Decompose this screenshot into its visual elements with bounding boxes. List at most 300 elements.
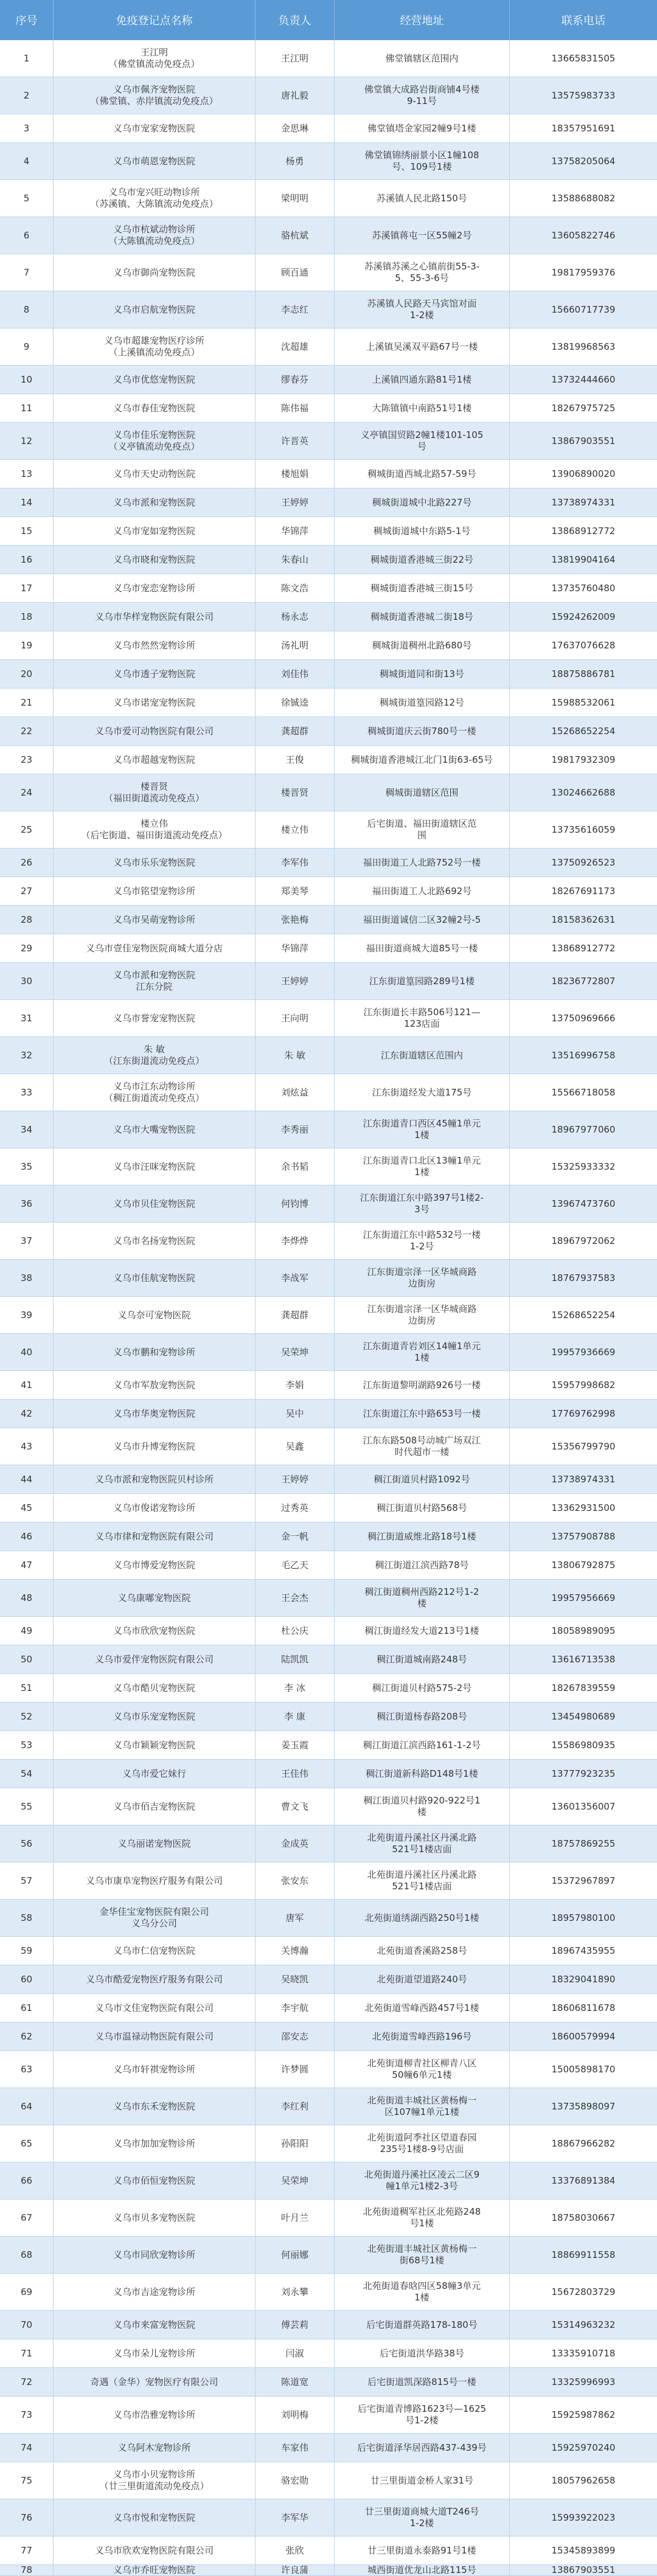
cell-person: 王婷婷 bbox=[255, 1465, 335, 1493]
table-row bbox=[0, 2536, 657, 2565]
cell-phone: 18758030667 bbox=[551, 2212, 616, 2223]
table-row bbox=[0, 1551, 657, 1580]
cell-index: 11 bbox=[0, 394, 54, 422]
cell-address: 江东街道宗泽一区华城商路 边街房 bbox=[335, 1297, 510, 1333]
cell-address: 廿三里街道商城大道T246号 1-2楼 bbox=[335, 2499, 510, 2536]
cell-name: 义乌市军敖宠物医院 bbox=[54, 1371, 255, 1399]
cell-index: 62 bbox=[0, 2022, 54, 2050]
cell-address: 大陈镇镇中南路51号1楼 bbox=[335, 394, 510, 422]
cell-index: 7 bbox=[0, 254, 54, 291]
cell-name: 义乌市派和宠物医院贝村诊所 bbox=[54, 1465, 255, 1493]
cell-address: 北苑街道丰城社区黄杨梅一 街68号1楼 bbox=[335, 2237, 510, 2273]
table-row bbox=[0, 460, 657, 488]
cell-index: 23 bbox=[0, 746, 54, 774]
table-row bbox=[0, 849, 657, 877]
cell-name: 义乌市升博宠物医院 bbox=[54, 1428, 255, 1465]
table-row bbox=[0, 1494, 657, 1522]
cell-person: 楼立伟 bbox=[255, 811, 335, 848]
cell-name: 义乌市佰恒宠物医院 bbox=[54, 2162, 255, 2199]
cell-name: 义乌市宠兴旺动物诊所 （苏溪镇、大陈镇流动免疫点） bbox=[54, 180, 255, 217]
cell-phone: 15314963232 bbox=[551, 2319, 616, 2330]
cell-phone: 18236772807 bbox=[551, 975, 616, 987]
cell-phone: 15005898170 bbox=[551, 2063, 616, 2075]
cell-index: 34 bbox=[0, 1111, 54, 1148]
cell-index: 49 bbox=[0, 1617, 54, 1645]
table-row bbox=[0, 717, 657, 746]
table-row bbox=[0, 143, 657, 180]
table-row bbox=[0, 2088, 657, 2125]
cell-person: 陈伟福 bbox=[255, 394, 335, 422]
cell-person: 刘永攀 bbox=[255, 2274, 335, 2310]
cell-person: 楼晋贤 bbox=[255, 774, 335, 811]
cell-address: 稠江街道贝村路920-922号1 楼 bbox=[335, 1788, 510, 1825]
cell-name: 义乌市贝多宠物医院 bbox=[54, 2199, 255, 2236]
cell-address: 稠江街道贝村路568号 bbox=[335, 1494, 510, 1522]
cell-phone: 19817959376 bbox=[551, 266, 616, 278]
cell-address: 北苑街道阿季社区望道春园 235号1楼8-9号店面 bbox=[335, 2125, 510, 2162]
cell-index: 12 bbox=[0, 423, 54, 459]
table-row bbox=[0, 1825, 657, 1863]
cell-index: 75 bbox=[0, 2462, 54, 2499]
cell-person: 许梦圆 bbox=[255, 2051, 335, 2088]
cell-name: 义乌奈可宠物医院 bbox=[54, 1297, 255, 1333]
cell-person: 吴鑫 bbox=[255, 1428, 335, 1465]
table-row bbox=[0, 1522, 657, 1551]
cell-person: 李红利 bbox=[255, 2088, 335, 2125]
table-row bbox=[0, 2368, 657, 2397]
cell-person: 金成英 bbox=[255, 1825, 335, 1862]
cell-person: 许良蒲 bbox=[255, 2565, 335, 2575]
table-row bbox=[0, 1465, 657, 1494]
cell-address: 北苑街道望道路240号 bbox=[335, 1965, 510, 1993]
table-row bbox=[0, 114, 657, 143]
cell-person: 李娟 bbox=[255, 1371, 335, 1399]
cell-index: 16 bbox=[0, 546, 54, 574]
cell-address: 后宅街道青博路1623号—1625 号1-2楼 bbox=[335, 2397, 510, 2433]
table-row bbox=[0, 1580, 657, 1617]
cell-index: 67 bbox=[0, 2199, 54, 2236]
cell-person: 龚超群 bbox=[255, 717, 335, 745]
cell-person: 叶月兰 bbox=[255, 2199, 335, 2236]
table-row bbox=[0, 1674, 657, 1703]
cell-address: 稠江街道经发大道213号1楼 bbox=[335, 1617, 510, 1645]
cell-address: 福田街道工人北路752号一楼 bbox=[335, 849, 510, 877]
table-row bbox=[0, 689, 657, 717]
cell-index: 27 bbox=[0, 877, 54, 905]
cell-index: 29 bbox=[0, 934, 54, 962]
cell-phone: 13868912772 bbox=[551, 942, 616, 954]
cell-index: 53 bbox=[0, 1731, 54, 1759]
cell-person: 吴荣坤 bbox=[255, 2162, 335, 2199]
cell-person: 沈超雄 bbox=[255, 328, 335, 365]
cell-person: 闫淑 bbox=[255, 2339, 335, 2367]
cell-name: 义乌丽诺宠物医院 bbox=[54, 1825, 255, 1862]
table-row bbox=[0, 1111, 657, 1148]
cell-name: 义乌市律和宠物医院有限公司 bbox=[54, 1522, 255, 1550]
cell-phone: 15268652254 bbox=[551, 725, 616, 737]
cell-index: 2 bbox=[0, 77, 54, 114]
cell-name: 义乌市悦和宠物医院 bbox=[54, 2499, 255, 2536]
cell-address: 后宅街道泽华居西路437-439号 bbox=[335, 2434, 510, 2462]
cell-person: 唐礼毅 bbox=[255, 77, 335, 114]
table-row bbox=[0, 631, 657, 660]
table-row bbox=[0, 1863, 657, 1900]
cell-index: 13 bbox=[0, 460, 54, 488]
table-row bbox=[0, 1037, 657, 1074]
cell-name: 义乌市吉途宠物诊所 bbox=[54, 2274, 255, 2310]
cell-address: 稠江街道江滨西路78号 bbox=[335, 1551, 510, 1579]
cell-phone: 13868912772 bbox=[551, 525, 616, 536]
cell-phone: 15345893899 bbox=[551, 2544, 616, 2556]
cell-name: 义乌市汪咪宠物医院 bbox=[54, 1148, 255, 1185]
cell-address: 佛堂镇辖区范围内 bbox=[335, 40, 510, 77]
cell-person: 傅芸莉 bbox=[255, 2311, 335, 2339]
cell-name: 义乌市爱它妹行 bbox=[54, 1760, 255, 1788]
cell-person: 李宇航 bbox=[255, 1994, 335, 2022]
cell-person: 刘明梅 bbox=[255, 2397, 335, 2433]
cell-person: 华锦萍 bbox=[255, 517, 335, 545]
cell-person: 李 康 bbox=[255, 1703, 335, 1731]
cell-person: 汤礼明 bbox=[255, 631, 335, 659]
cell-phone: 13906890020 bbox=[551, 468, 616, 479]
table-row bbox=[0, 746, 657, 774]
cell-person: 李烨烨 bbox=[255, 1223, 335, 1259]
table-header bbox=[0, 0, 657, 40]
cell-name: 义乌市华样宠物医院有限公司 bbox=[54, 603, 255, 631]
cell-address: 北苑街道香溪路258号 bbox=[335, 1937, 510, 1965]
cell-name: 义乌市名扬宠物医院 bbox=[54, 1223, 255, 1259]
cell-phone: 15356799790 bbox=[551, 1440, 616, 1452]
table-row bbox=[0, 2397, 657, 2434]
cell-phone: 18757869255 bbox=[551, 1838, 616, 1849]
cell-phone: 13575983733 bbox=[551, 89, 616, 101]
cell-name: 金华佳宝宠物医院有限公司 义乌分公司 bbox=[54, 1900, 255, 1936]
cell-index: 18 bbox=[0, 603, 54, 631]
cell-name: 义乌市华奥宠物医院 bbox=[54, 1400, 255, 1428]
cell-address: 稠城街道城中北路227号 bbox=[335, 488, 510, 516]
cell-person: 陆凯凯 bbox=[255, 1645, 335, 1673]
cell-phone: 13750926523 bbox=[551, 856, 616, 868]
cell-address: 义亭镇国贸路2幢1楼101-105 号 bbox=[335, 423, 510, 459]
cell-address: 稠城街道同和街13号 bbox=[335, 660, 510, 688]
cell-index: 25 bbox=[0, 811, 54, 848]
cell-phone: 13335910718 bbox=[551, 2347, 616, 2359]
cell-index: 47 bbox=[0, 1551, 54, 1579]
cell-phone: 13588688082 bbox=[551, 192, 616, 204]
table-row bbox=[0, 1965, 657, 1994]
cell-index: 14 bbox=[0, 488, 54, 516]
cell-address: 江东街道江东中路397号1楼2- 3号 bbox=[335, 1186, 510, 1222]
cell-phone: 18967972062 bbox=[551, 1235, 616, 1246]
table-row bbox=[0, 1223, 657, 1260]
cell-name: 义乌市杭斌动物诊所 （大陈镇流动免疫点） bbox=[54, 217, 255, 254]
cell-phone: 13376891384 bbox=[551, 2175, 616, 2186]
cell-address: 江东街道篁园路289号1楼 bbox=[335, 963, 510, 999]
cell-person: 过秀英 bbox=[255, 1494, 335, 1522]
table-row bbox=[0, 963, 657, 1000]
cell-person: 曹文飞 bbox=[255, 1788, 335, 1825]
cell-name: 义乌市派和宠物医院 bbox=[54, 488, 255, 516]
cell-index: 40 bbox=[0, 1334, 54, 1370]
cell-phone: 19817932309 bbox=[551, 754, 616, 765]
cell-name: 义乌市乐宠宠物医院 bbox=[54, 1703, 255, 1731]
cell-phone: 15993922023 bbox=[551, 2512, 616, 2523]
cell-name: 义乌市酷贝宠物医院 bbox=[54, 1674, 255, 1702]
cell-address: 稠城街道香港城二街18号 bbox=[335, 603, 510, 631]
cell-address: 稠城街道香港城江北门1街63-65号 bbox=[335, 746, 510, 774]
cell-name: 义乌市御尚宠物医院 bbox=[54, 254, 255, 291]
table-row bbox=[0, 1994, 657, 2022]
cell-name: 义乌市博爱宠物医院 bbox=[54, 1551, 255, 1579]
cell-phone: 13616713538 bbox=[551, 1653, 616, 1665]
table-row bbox=[0, 1703, 657, 1731]
cell-phone: 18600579994 bbox=[551, 2030, 616, 2042]
table-row bbox=[0, 574, 657, 603]
cell-phone: 18267691173 bbox=[551, 885, 616, 897]
cell-name: 义乌市爱伴宠物医院有限公司 bbox=[54, 1645, 255, 1673]
cell-index: 24 bbox=[0, 774, 54, 811]
cell-index: 6 bbox=[0, 217, 54, 254]
table-row bbox=[0, 517, 657, 546]
cell-name: 义乌康嘟宠物医院 bbox=[54, 1580, 255, 1616]
cell-name: 义乌市优悠宠物医院 bbox=[54, 366, 255, 394]
cell-phone: 13867903551 bbox=[551, 435, 616, 446]
cell-address: 稠江街道贝村路575-2号 bbox=[335, 1674, 510, 1702]
cell-person: 骆杭斌 bbox=[255, 217, 335, 254]
cell-phone: 18158362631 bbox=[551, 914, 616, 925]
table-row bbox=[0, 660, 657, 689]
cell-index: 72 bbox=[0, 2368, 54, 2396]
cell-name: 奇遇（金华）宠物医疗有限公司 bbox=[54, 2368, 255, 2396]
cell-name: 义乌市铭望宠物诊所 bbox=[54, 877, 255, 905]
cell-address: 廿三里街道金桥人家31号 bbox=[335, 2462, 510, 2499]
cell-person: 许晋英 bbox=[255, 423, 335, 459]
cell-address: 稠城街道辖区范围 bbox=[335, 774, 510, 811]
cell-name: 义乌市俊诺宠物诊所 bbox=[54, 1494, 255, 1522]
cell-index: 20 bbox=[0, 660, 54, 688]
cell-phone: 13867903551 bbox=[551, 2564, 616, 2575]
cell-index: 69 bbox=[0, 2274, 54, 2310]
table-row bbox=[0, 2237, 657, 2274]
cell-person: 吴晓凯 bbox=[255, 1965, 335, 1993]
table-row bbox=[0, 546, 657, 574]
cell-phone: 15372967897 bbox=[551, 1875, 616, 1886]
cell-name: 义乌市爱可动物医院有限公司 bbox=[54, 717, 255, 745]
cell-phone: 15925970240 bbox=[551, 2442, 616, 2453]
cell-address: 江东街道长丰路506号121— 123店面 bbox=[335, 1000, 510, 1036]
cell-index: 61 bbox=[0, 1994, 54, 2022]
cell-index: 36 bbox=[0, 1186, 54, 1222]
cell-address: 江东东路508号动城广场双江 时代超市一楼 bbox=[335, 1428, 510, 1465]
cell-phone: 13605822746 bbox=[551, 229, 616, 241]
cell-name: 义乌市轩祺宠物诊所 bbox=[54, 2051, 255, 2088]
cell-address: 北苑街道丹溪社区丹溪北路 521号1楼店面 bbox=[335, 1825, 510, 1862]
cell-phone: 19957956669 bbox=[551, 1592, 616, 1603]
cell-phone: 13024662688 bbox=[551, 786, 616, 798]
cell-address: 苏溪镇苏溪之心镇前街55-3- 5、55-3-6号 bbox=[335, 254, 510, 291]
cell-name: 义乌市朵儿宠物诊所 bbox=[54, 2339, 255, 2367]
cell-name: 义乌市大嘴宠物医院 bbox=[54, 1111, 255, 1148]
cell-phone: 13757908788 bbox=[551, 1530, 616, 1542]
cell-address: 后宅街道、福田街道辖区范 围 bbox=[335, 811, 510, 848]
cell-index: 64 bbox=[0, 2088, 54, 2125]
cell-name: 义乌市诺宠宠物医院 bbox=[54, 689, 255, 717]
cell-name: 义乌市康阜宠物医疗服务有限公司 bbox=[54, 1863, 255, 1899]
cell-phone: 13750969666 bbox=[551, 1012, 616, 1024]
cell-index: 54 bbox=[0, 1760, 54, 1788]
cell-phone: 17637076628 bbox=[551, 639, 616, 651]
cell-phone: 18357951691 bbox=[551, 122, 616, 134]
cell-index: 26 bbox=[0, 849, 54, 877]
cell-index: 52 bbox=[0, 1703, 54, 1731]
cell-address: 北苑街道雪峰西路196号 bbox=[335, 2022, 510, 2050]
cell-name: 义乌市启航宠物医院 bbox=[54, 291, 255, 328]
cell-index: 71 bbox=[0, 2339, 54, 2367]
cell-address: 佛堂镇锦绣丽景小区1幢108 号、109号1楼 bbox=[335, 143, 510, 179]
cell-person: 刘佳伟 bbox=[255, 660, 335, 688]
cell-person: 王俊 bbox=[255, 746, 335, 774]
header-cell-phone: 联系电话 bbox=[561, 15, 605, 27]
header-cell-name: 免疫登记点名称 bbox=[54, 0, 255, 40]
cell-name: 义乌市超雄宠物医疗诊所 （上溪镇流动免疫点） bbox=[54, 328, 255, 365]
cell-name: 义乌市然然宠物诊所 bbox=[54, 631, 255, 659]
cell-phone: 18875886781 bbox=[551, 668, 616, 679]
cell-address: 后宅街道凯深路815号一楼 bbox=[335, 2368, 510, 2396]
cell-person: 骆宏勋 bbox=[255, 2462, 335, 2499]
table-row bbox=[0, 2565, 657, 2576]
cell-person: 李志红 bbox=[255, 291, 335, 328]
cell-address: 稠城街道城中东路5-1号 bbox=[335, 517, 510, 545]
cell-person: 刘炫益 bbox=[255, 1074, 335, 1111]
cell-name: 义乌市春佳宠物医院 bbox=[54, 394, 255, 422]
cell-person: 金思琳 bbox=[255, 114, 335, 142]
table-row bbox=[0, 1371, 657, 1400]
cell-phone: 15988532061 bbox=[551, 696, 616, 708]
cell-address: 北苑街道柳青社区柳青八区 50幢6单元1楼 bbox=[335, 2051, 510, 2088]
cell-name: 义乌市颖颖宠物医院 bbox=[54, 1731, 255, 1759]
cell-index: 55 bbox=[0, 1788, 54, 1825]
cell-index: 15 bbox=[0, 517, 54, 545]
cell-phone: 18957980100 bbox=[551, 1912, 616, 1923]
cell-address: 福田街道诚信二区32幢2号-5 bbox=[335, 906, 510, 934]
cell-phone: 13777923235 bbox=[551, 1768, 616, 1779]
cell-person: 龚超群 bbox=[255, 1297, 335, 1333]
cell-index: 78 bbox=[0, 2565, 54, 2575]
cell-person: 车家伟 bbox=[255, 2434, 335, 2462]
cell-name: 义乌市同欣宠物诊所 bbox=[54, 2237, 255, 2273]
cell-name: 义乌市超越宠物医院 bbox=[54, 746, 255, 774]
table-row bbox=[0, 2162, 657, 2199]
cell-phone: 18767937583 bbox=[551, 1272, 616, 1283]
cell-address: 佛堂镇大成路岩街商铺4号楼 9-11号 bbox=[335, 77, 510, 114]
table-row bbox=[0, 1731, 657, 1760]
cell-name: 楼立伟 （后宅街道、福田街道流动免疫点） bbox=[54, 811, 255, 848]
cell-name: 义乌市佰吉宠物医院 bbox=[54, 1788, 255, 1825]
table-row bbox=[0, 2022, 657, 2051]
cell-index: 43 bbox=[0, 1428, 54, 1465]
cell-index: 22 bbox=[0, 717, 54, 745]
table-row bbox=[0, 1074, 657, 1111]
cell-address: 稠城街道西城北路57-59号 bbox=[335, 460, 510, 488]
cell-phone: 15925987862 bbox=[551, 2409, 616, 2420]
cell-address: 江东街道辖区范围内 bbox=[335, 1037, 510, 1074]
cell-person: 余书韬 bbox=[255, 1148, 335, 1185]
table-row bbox=[0, 1400, 657, 1428]
cell-address: 江东街道青口西区45幢1单元 1楼 bbox=[335, 1111, 510, 1148]
cell-name: 义乌阿木宠物诊所 bbox=[54, 2434, 255, 2462]
cell-address: 上溪镇四通东路81号1楼 bbox=[335, 366, 510, 394]
cell-address: 江东街道经发大道175号 bbox=[335, 1074, 510, 1111]
cell-name: 义乌市宠家宠物医院 bbox=[54, 114, 255, 142]
cell-phone: 15957998682 bbox=[551, 1379, 616, 1390]
cell-address: 稠城街道香港城三街15号 bbox=[335, 574, 510, 602]
cell-address: 北苑街道丹溪社区凌云二区9 幢1单元1楼2-3号 bbox=[335, 2162, 510, 2199]
cell-name: 义乌市吴萌宠物诊所 bbox=[54, 906, 255, 934]
cell-index: 42 bbox=[0, 1400, 54, 1428]
cell-address: 稠江街道江滨西路161-1-2号 bbox=[335, 1731, 510, 1759]
table-row bbox=[0, 328, 657, 366]
cell-phone: 18329041890 bbox=[551, 1973, 616, 1985]
cell-person: 徐铖逵 bbox=[255, 689, 335, 717]
cell-person: 唐军 bbox=[255, 1900, 335, 1936]
cell-name: 义乌市宠恋宠物诊所 bbox=[54, 574, 255, 602]
table-row bbox=[0, 1760, 657, 1788]
cell-address: 北苑街道春晗四区58幢3单元 1楼 bbox=[335, 2274, 510, 2310]
cell-phone: 18606811678 bbox=[551, 2002, 616, 2013]
cell-name: 义乌市温禄动物医院有限公司 bbox=[54, 2022, 255, 2050]
cell-index: 41 bbox=[0, 1371, 54, 1399]
cell-person: 王佳伟 bbox=[255, 1760, 335, 1788]
cell-index: 17 bbox=[0, 574, 54, 602]
cell-index: 21 bbox=[0, 689, 54, 717]
table-row bbox=[0, 1937, 657, 1965]
cell-phone: 18267975725 bbox=[551, 402, 616, 414]
cell-address: 稠城街道香港城三街22号 bbox=[335, 546, 510, 574]
cell-name: 义乌市佳乐宠物医院 （义亭镇流动免疫点） bbox=[54, 423, 255, 459]
header-cell-address: 经营地址 bbox=[335, 0, 510, 40]
cell-name: 义乌市乐乐宠物医院 bbox=[54, 849, 255, 877]
cell-person: 何钧博 bbox=[255, 1186, 335, 1222]
cell-phone: 13735616059 bbox=[551, 824, 616, 835]
cell-phone: 15268652254 bbox=[551, 1309, 616, 1321]
cell-phone: 13738974331 bbox=[551, 1473, 616, 1485]
cell-person: 王婷婷 bbox=[255, 963, 335, 999]
cell-name: 义乌市加加宠物诊所 bbox=[54, 2125, 255, 2162]
cell-phone: 13362931500 bbox=[551, 1502, 616, 1513]
cell-phone: 15924262009 bbox=[551, 611, 616, 622]
cell-index: 9 bbox=[0, 328, 54, 365]
cell-address: 稠江街道贝村路1092号 bbox=[335, 1465, 510, 1493]
cell-index: 19 bbox=[0, 631, 54, 659]
cell-phone: 13967473760 bbox=[551, 1198, 616, 1209]
cell-index: 60 bbox=[0, 1965, 54, 1993]
cell-address: 江东街道江东中路653号一楼 bbox=[335, 1400, 510, 1428]
cell-index: 48 bbox=[0, 1580, 54, 1616]
cell-index: 28 bbox=[0, 906, 54, 934]
cell-address: 福田街道商城大道85号一楼 bbox=[335, 934, 510, 962]
table-row bbox=[0, 2274, 657, 2311]
table-row bbox=[0, 291, 657, 328]
cell-index: 33 bbox=[0, 1074, 54, 1111]
cell-index: 3 bbox=[0, 114, 54, 142]
cell-person: 郑美琴 bbox=[255, 877, 335, 905]
cell-person: 李战军 bbox=[255, 1260, 335, 1296]
cell-person: 毛乙天 bbox=[255, 1551, 335, 1579]
cell-name: 王江明 （佛堂镇流动免疫点） bbox=[54, 40, 255, 77]
cell-person: 张欣 bbox=[255, 2536, 335, 2564]
cell-index: 74 bbox=[0, 2434, 54, 2462]
cell-address: 苏溪镇人民北路150号 bbox=[335, 180, 510, 217]
